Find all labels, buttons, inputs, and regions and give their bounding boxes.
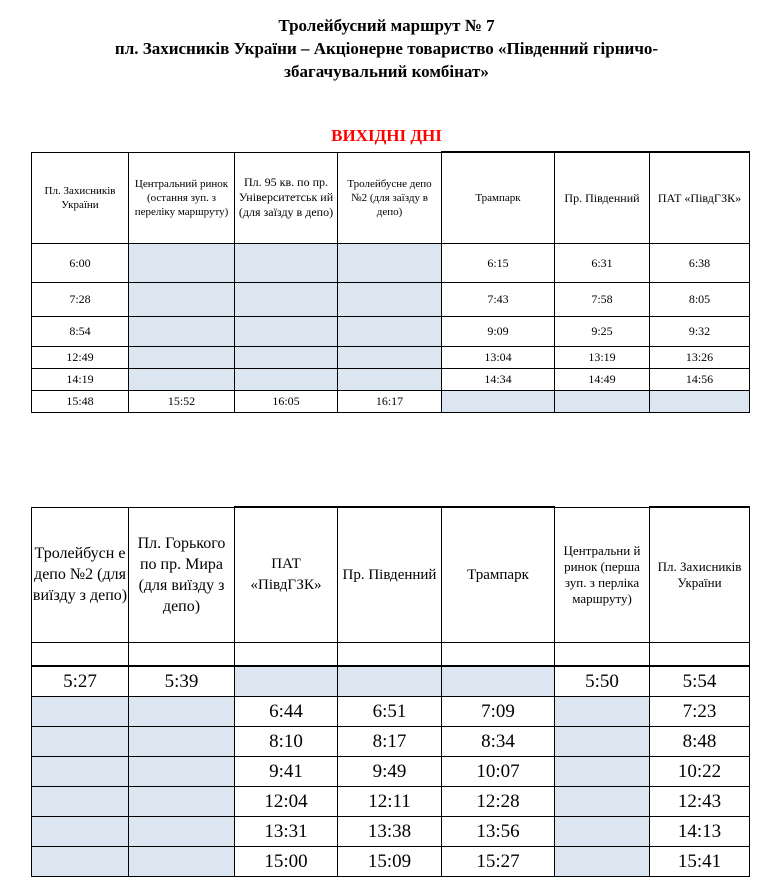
empty-cell <box>235 283 338 317</box>
time-cell: 15:52 <box>129 391 235 413</box>
time-cell: 8:10 <box>235 727 338 757</box>
empty-cell <box>555 787 650 817</box>
time-cell: 10:07 <box>442 757 555 787</box>
empty-cell <box>129 369 235 391</box>
empty-cell <box>32 847 129 877</box>
return-schedule-table <box>31 506 750 877</box>
time-cell: 8:54 <box>32 317 129 347</box>
header-cell: Центральни й ринок (перша зуп. з перліка маршруту) <box>555 507 650 643</box>
table-row <box>32 697 750 727</box>
header-cell: ПАТ «ПівдГЗК» <box>650 152 750 244</box>
header-cell: Тролейбусне депо №2 (для заїзду в депо) <box>338 152 442 244</box>
time-cell: 9:25 <box>555 317 650 347</box>
empty-cell <box>338 244 442 283</box>
title-line-2: пл. Захисників України – Акціонерне товариство «Південний гірничо- <box>114 39 659 58</box>
time-cell: 12:28 <box>442 787 555 817</box>
empty-cell <box>129 847 235 877</box>
header-cell: Пр. Південний <box>338 507 442 643</box>
document-title <box>0 14 773 83</box>
time-cell: 15:41 <box>650 847 750 877</box>
empty-cell <box>129 697 235 727</box>
table-row <box>32 347 750 369</box>
time-cell: 12:43 <box>650 787 750 817</box>
empty-cell <box>32 817 129 847</box>
empty-cell <box>555 391 650 413</box>
table-row <box>32 727 750 757</box>
time-cell: 13:04 <box>442 347 555 369</box>
time-cell: 16:05 <box>235 391 338 413</box>
weekend-label: ВИХІДНІ ДНІ <box>331 126 442 145</box>
empty-cell <box>338 317 442 347</box>
time-cell: 8:34 <box>442 727 555 757</box>
header-cell: Трампарк <box>442 507 555 643</box>
title-line-3: збагачувальний комбінат» <box>284 62 489 81</box>
time-cell: 5:54 <box>650 666 750 697</box>
time-cell: 13:31 <box>235 817 338 847</box>
empty-cell <box>129 643 235 667</box>
empty-cell <box>129 727 235 757</box>
empty-cell <box>129 317 235 347</box>
empty-cell <box>129 283 235 317</box>
time-cell: 6:38 <box>650 244 750 283</box>
empty-cell <box>235 369 338 391</box>
empty-cell <box>650 391 750 413</box>
empty-cell <box>129 817 235 847</box>
title-line-1: Тролейбусний маршрут № 7 <box>278 16 495 35</box>
time-cell: 7:28 <box>32 283 129 317</box>
time-cell: 10:22 <box>650 757 750 787</box>
empty-cell <box>442 391 555 413</box>
empty-cell <box>442 666 555 697</box>
time-cell: 6:15 <box>442 244 555 283</box>
time-cell: 5:27 <box>32 666 129 697</box>
time-cell: 7:23 <box>650 697 750 727</box>
time-cell: 15:48 <box>32 391 129 413</box>
spacer-row <box>32 643 750 667</box>
header-cell: Центральний ринок (остання зуп. з переліку маршруту) <box>129 152 235 244</box>
header-cell: Пл. 95 кв. по пр. Університетськ ий (для заїзду в депо) <box>235 152 338 244</box>
time-cell: 14:34 <box>442 369 555 391</box>
table-row <box>32 317 750 347</box>
time-cell: 12:49 <box>32 347 129 369</box>
empty-cell <box>235 666 338 697</box>
time-cell: 15:09 <box>338 847 442 877</box>
time-cell: 15:00 <box>235 847 338 877</box>
time-cell: 15:27 <box>442 847 555 877</box>
time-cell: 13:56 <box>442 817 555 847</box>
empty-cell <box>555 697 650 727</box>
empty-cell <box>32 727 129 757</box>
empty-cell <box>555 727 650 757</box>
empty-cell <box>129 757 235 787</box>
time-cell: 8:05 <box>650 283 750 317</box>
time-cell: 14:13 <box>650 817 750 847</box>
time-cell: 8:48 <box>650 727 750 757</box>
empty-cell <box>235 317 338 347</box>
time-cell: 5:50 <box>555 666 650 697</box>
table-row <box>32 244 750 283</box>
time-cell: 5:39 <box>129 666 235 697</box>
time-cell: 12:04 <box>235 787 338 817</box>
empty-cell <box>555 643 650 667</box>
time-cell: 6:00 <box>32 244 129 283</box>
empty-cell <box>129 787 235 817</box>
time-cell: 12:11 <box>338 787 442 817</box>
empty-cell <box>235 244 338 283</box>
time-cell: 14:19 <box>32 369 129 391</box>
table-row <box>32 666 750 697</box>
time-cell: 16:17 <box>338 391 442 413</box>
time-cell: 13:19 <box>555 347 650 369</box>
header-cell: Трампарк <box>442 152 555 244</box>
time-cell: 7:58 <box>555 283 650 317</box>
empty-cell <box>555 817 650 847</box>
header-cell: ПАТ «ПівдГЗК» <box>235 507 338 643</box>
table-row <box>32 391 750 413</box>
table-header-row <box>32 507 750 643</box>
empty-cell <box>235 347 338 369</box>
table-row <box>32 283 750 317</box>
time-cell: 8:17 <box>338 727 442 757</box>
time-cell: 7:09 <box>442 697 555 727</box>
empty-cell <box>338 369 442 391</box>
empty-cell <box>338 347 442 369</box>
time-cell: 6:44 <box>235 697 338 727</box>
time-cell: 9:41 <box>235 757 338 787</box>
empty-cell <box>650 643 750 667</box>
header-cell: Пр. Південний <box>555 152 650 244</box>
empty-cell <box>555 757 650 787</box>
empty-cell <box>235 643 338 667</box>
empty-cell <box>555 847 650 877</box>
empty-cell <box>32 787 129 817</box>
time-cell: 14:56 <box>650 369 750 391</box>
table-row <box>32 787 750 817</box>
empty-cell <box>129 347 235 369</box>
time-cell: 9:49 <box>338 757 442 787</box>
time-cell: 9:32 <box>650 317 750 347</box>
header-cell: Пл. Горького по пр. Мира (для виїзду з депо) <box>129 507 235 643</box>
table-row <box>32 817 750 847</box>
empty-cell <box>32 643 129 667</box>
empty-cell <box>442 643 555 667</box>
time-cell: 6:51 <box>338 697 442 727</box>
empty-cell <box>32 697 129 727</box>
time-cell: 6:31 <box>555 244 650 283</box>
header-cell: Пл. Захисників України <box>32 152 129 244</box>
table-header-row <box>32 152 750 244</box>
outbound-schedule-table <box>31 151 750 413</box>
empty-cell <box>338 643 442 667</box>
table-row <box>32 847 750 877</box>
time-cell: 14:49 <box>555 369 650 391</box>
header-cell: Пл. Захисників України <box>650 507 750 643</box>
empty-cell <box>338 283 442 317</box>
empty-cell <box>129 244 235 283</box>
time-cell: 7:43 <box>442 283 555 317</box>
time-cell: 9:09 <box>442 317 555 347</box>
empty-cell <box>32 757 129 787</box>
empty-cell <box>338 666 442 697</box>
time-cell: 13:26 <box>650 347 750 369</box>
table-row <box>32 369 750 391</box>
time-cell: 13:38 <box>338 817 442 847</box>
table-row <box>32 757 750 787</box>
header-cell: Тролейбусн е депо №2 (для виїзду з депо) <box>32 507 129 643</box>
